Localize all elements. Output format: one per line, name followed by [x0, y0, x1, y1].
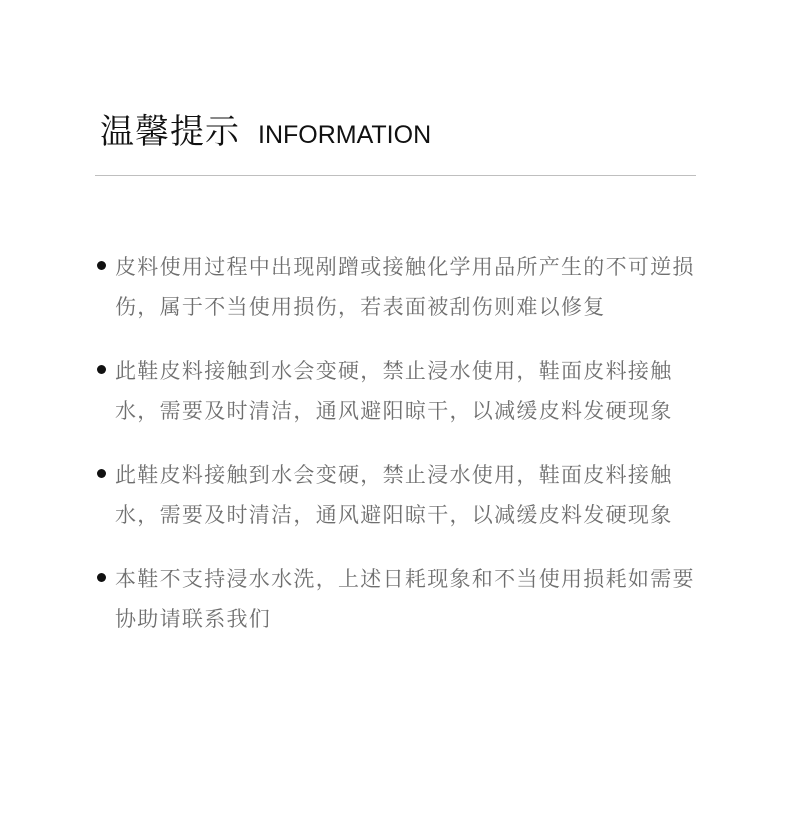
- notice-text: 此鞋皮料接触到水会变硬，禁止浸水使用，鞋面皮料接触水，需要及时清洁，通风避阳晾干，以减缓皮料发硬现象: [115, 359, 673, 423]
- bullet-dot-icon: [97, 573, 106, 582]
- notice-item: [95, 247, 695, 327]
- bullet-dot-icon: [97, 469, 106, 478]
- title-english: INFORMATION: [258, 121, 432, 149]
- header-divider: [95, 175, 696, 176]
- title-chinese: 温馨提示: [100, 112, 240, 152]
- notice-item: [95, 559, 695, 639]
- info-header: [100, 104, 431, 153]
- notice-text: 此鞋皮料接触到水会变硬，禁止浸水使用，鞋面皮料接触水，需要及时清洁，通风避阳晾干，以减缓皮料发硬现象: [115, 463, 673, 527]
- bullet-dot-icon: [97, 261, 106, 270]
- notice-text: 本鞋不支持浸水水洗，上述日耗现象和不当使用损耗如需要协助请联系我们: [115, 567, 695, 631]
- bullet-dot-icon: [97, 365, 106, 374]
- notice-text: 皮料使用过程中出现剐蹭或接触化学用品所产生的不可逆损伤，属于不当使用损伤，若表面被刮伤则难以修复: [115, 255, 695, 319]
- notice-list: [95, 247, 695, 663]
- notice-item: [95, 455, 695, 535]
- notice-item: [95, 351, 695, 431]
